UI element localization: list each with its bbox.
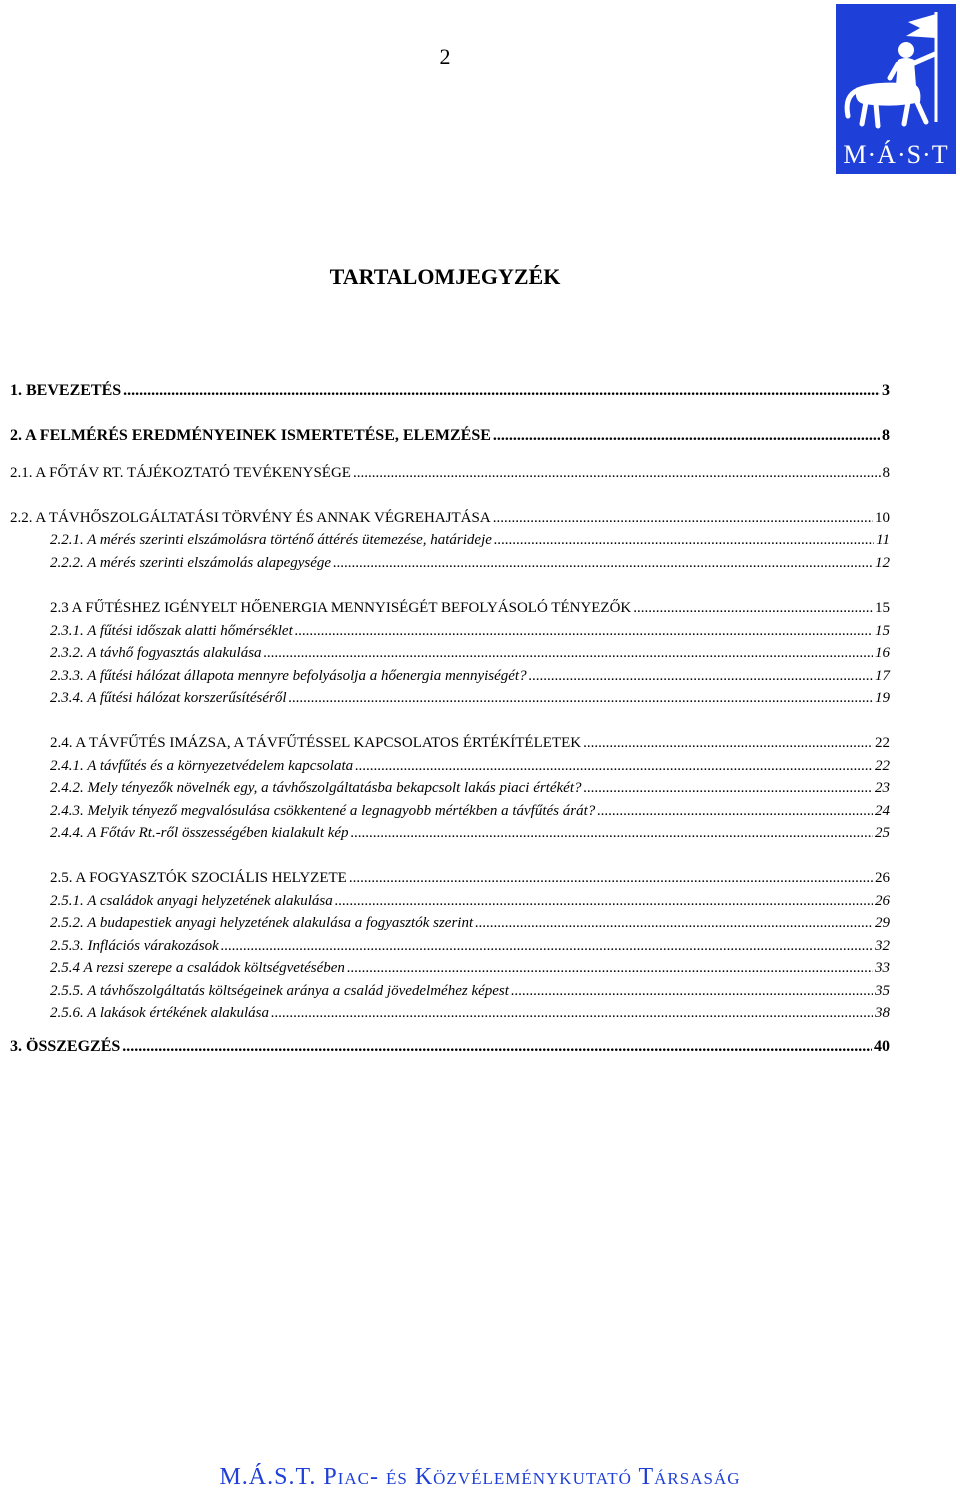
page-number: 2 — [439, 44, 451, 69]
toc-entry-page: 24 — [875, 803, 890, 819]
toc-entry-label: 2.4.4. A Főtáv Rt.-ről összességében kialakult kép — [50, 825, 349, 841]
toc-entry-label: 2.4. A TÁVFŰTÉS IMÁZSA, A TÁVFŰTÉSSEL KAPCSOLATOS ÉRTÉKÍTÉLETEK — [50, 735, 582, 751]
toc-entry-label: 2.1. A FŐTÁV RT. TÁJÉKOZTATÓ TEVÉKENYSÉGE — [10, 465, 351, 481]
toc-entry-2-4-3[interactable] — [50, 803, 890, 820]
toc-entry-label: 2.3.3. A fűtési hálózat állapota mennyre befolyásolja a hőenergia mennyiségét? — [50, 668, 527, 684]
toc-entry-page: 15 — [875, 623, 890, 639]
toc-entry-page: 22 — [875, 735, 890, 751]
toc-entry-page: 32 — [875, 938, 890, 954]
toc-entry-2-4-1[interactable] — [50, 758, 890, 775]
toc-entry-label: 2.4.1. A távfűtés és a környezetvédelem kapcsolata — [50, 758, 354, 774]
toc-entry-1[interactable] — [10, 382, 890, 400]
toc-entry-label: 2.3.2. A távhő fogyasztás alakulása — [50, 645, 262, 661]
toc-entry-label: 2.3.4. A fűtési hálózat korszerűsítéséről — [50, 690, 287, 706]
toc-entry-label: 2.2. A TÁVHŐSZOLGÁLTATÁSI TÖRVÉNY ÉS ANNAK VÉGREHAJTÁSA — [10, 510, 491, 526]
toc-entry-page: 23 — [875, 780, 890, 796]
toc-entry-page: 17 — [875, 668, 890, 684]
toc-entry-label: 2.5.4 A rezsi szerepe a családok költségvetésében — [50, 960, 345, 976]
toc-entry-label: 2.2.1. A mérés szerinti elszámolásra történő áttérés ütemezése, határideje — [50, 532, 492, 548]
toc-entry-2-3-4[interactable] — [50, 690, 890, 707]
toc-entry-page: 8 — [882, 427, 890, 444]
toc-entry-2-5[interactable] — [50, 870, 890, 887]
toc-entry-2-4-4[interactable] — [50, 825, 890, 842]
toc-entry-2-3-2[interactable] — [50, 645, 890, 662]
toc-entry-page: 22 — [875, 758, 890, 774]
toc-entry-2-3-1[interactable] — [50, 623, 890, 640]
toc-entry-label: 2.5.6. A lakások értékének alakulása — [50, 1005, 269, 1021]
toc-entry-page: 25 — [875, 825, 890, 841]
toc-entry-2-5-6[interactable] — [50, 1005, 890, 1022]
toc-entry-page: 16 — [875, 645, 890, 661]
toc-entry-2-4[interactable] — [50, 735, 890, 752]
mast-logo — [836, 4, 956, 174]
toc-entry-2-4-2[interactable] — [50, 780, 890, 797]
toc-entry-label: 2.5.1. A családok anyagi helyzetének alakulása — [50, 893, 333, 909]
toc-entry-2-1[interactable] — [10, 465, 890, 482]
toc-entry-page: 15 — [875, 600, 890, 616]
toc-entry-label: 2.5.2. A budapestiek anyagi helyzetének alakulása a fogyasztók szerint — [50, 915, 474, 931]
toc-entry-label: 2.4.2. Mely tényezők növelnék egy, a távhőszolgáltatásba bekapcsolt lakás piaci értékét? — [50, 780, 582, 796]
toc-entry-label: 2.5. A FOGYASZTÓK SZOCIÁLIS HELYZETE — [50, 870, 347, 886]
toc-entry-label: 2. A FELMÉRÉS EREDMÉNYEINEK ISMERTETÉSE, ELEMZÉSE — [10, 427, 491, 444]
toc-entry-2-5-4[interactable] — [50, 960, 890, 977]
toc-entry-2-5-3[interactable] — [50, 938, 890, 955]
toc-entry-3[interactable] — [10, 1038, 890, 1056]
toc-entry-2-5-1[interactable] — [50, 893, 890, 910]
toc-entry-page: 3 — [882, 382, 890, 399]
toc-entry-page: 26 — [875, 870, 890, 886]
toc-entry-label: 2.2.2. A mérés szerinti elszámolás alapegysége — [50, 555, 332, 571]
page-title: TARTALOMJEGYZÉK — [329, 264, 561, 289]
footer-company-name: M.Á.S.T. Piac- és Közvéleménykutató Társaság — [219, 1464, 741, 1490]
toc-entry-page: 19 — [875, 690, 890, 706]
toc-entry-label: 3. ÖSSZEGZÉS — [10, 1038, 121, 1055]
toc-entry-2-2[interactable] — [10, 510, 890, 527]
toc-entry-page: 33 — [875, 960, 890, 976]
toc-entry-page: 11 — [876, 532, 890, 548]
toc-entry-2-3[interactable] — [50, 600, 890, 617]
toc-entry-label: 2.5.5. A távhőszolgáltatás költségeinek aránya a család jövedelméhez képest — [50, 983, 509, 999]
toc-entry-label: 2.3.1. A fűtési időszak alatti hőmérséklet — [50, 623, 293, 639]
toc-entry-page: 8 — [882, 465, 890, 481]
toc-entry-2-5-5[interactable] — [50, 983, 890, 1000]
toc-entry-page: 26 — [875, 893, 890, 909]
toc-entry-page: 38 — [875, 1005, 890, 1021]
toc-entry-page: 35 — [875, 983, 890, 999]
toc-entry-page: 12 — [875, 555, 890, 571]
toc-entry-2-2-2[interactable] — [50, 555, 890, 572]
toc-entry-page: 29 — [875, 915, 890, 931]
centaur-with-flag-icon — [836, 4, 956, 144]
toc-entry-2-2-1[interactable] — [50, 532, 890, 549]
toc-entry-label: 2.5.3. Inflációs várakozások — [50, 938, 219, 954]
toc-entry-2-5-2[interactable] — [50, 915, 890, 932]
toc-entry-label: 2.3 A FŰTÉSHEZ IGÉNYELT HŐENERGIA MENNYISÉGÉT BEFOLYÁSOLÓ TÉNYEZŐK — [50, 600, 632, 616]
toc-entry-page: 40 — [874, 1038, 890, 1055]
logo-text: M·Á·S·T — [843, 140, 949, 169]
toc-entry-2[interactable] — [10, 427, 890, 445]
toc-entry-page: 10 — [875, 510, 890, 526]
toc-entry-2-3-3[interactable] — [50, 668, 890, 685]
toc-entry-label: 1. BEVEZETÉS — [10, 382, 122, 399]
toc-entry-label: 2.4.3. Melyik tényező megvalósulása csökkentené a legnagyobb mértékben a távfűtés árát? — [50, 803, 596, 819]
